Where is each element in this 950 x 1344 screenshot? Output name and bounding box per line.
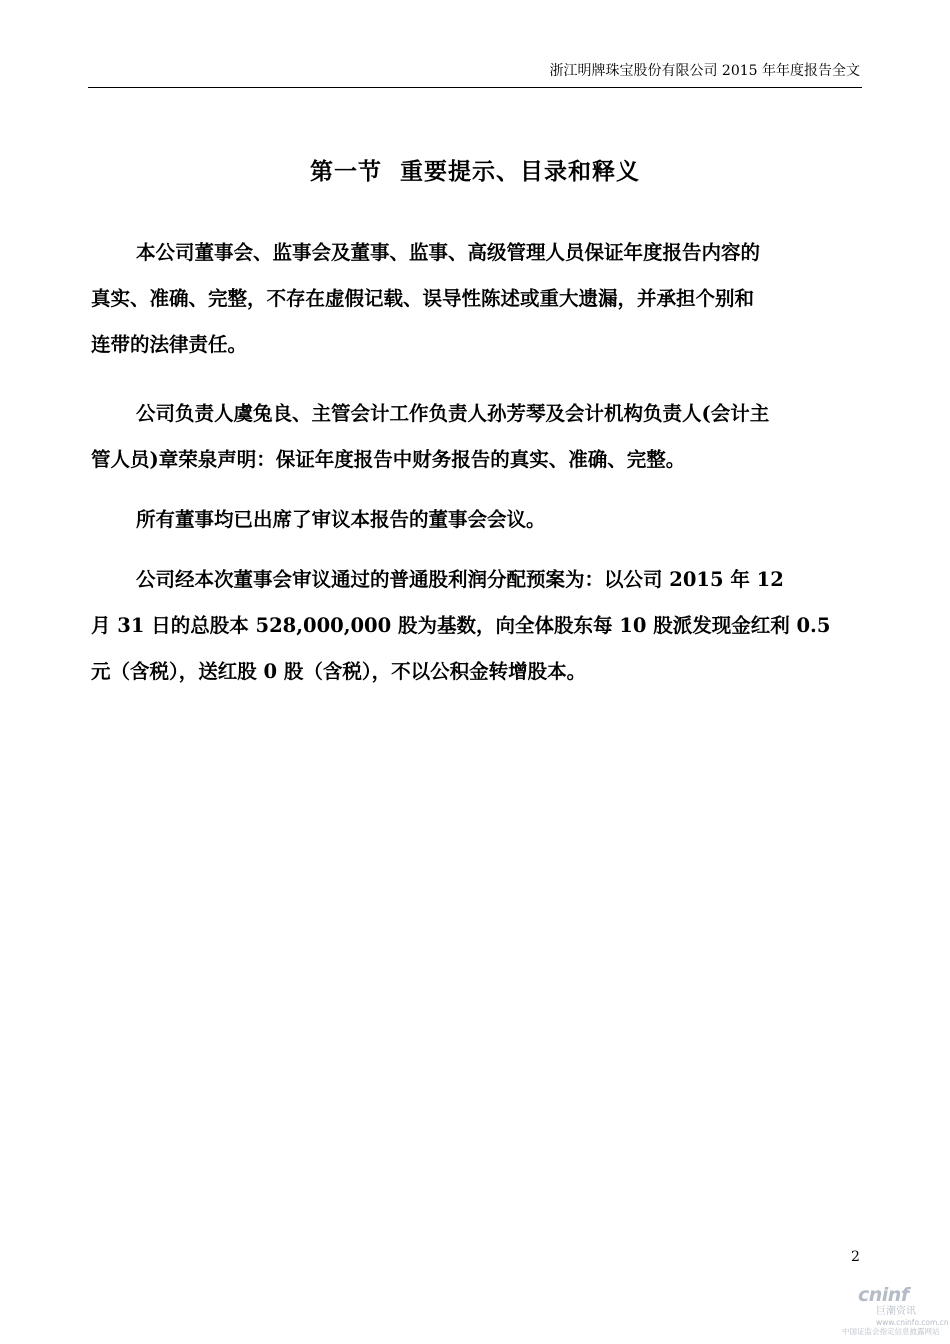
cninfo-watermark bbox=[842, 1284, 949, 1340]
page-number: 2 bbox=[851, 1249, 860, 1265]
section-title: 第一节 重要提示、目录和释义 bbox=[309, 158, 640, 185]
paragraph-dividend-plan bbox=[91, 557, 861, 695]
cninfo-logo: cninf bbox=[858, 1284, 909, 1306]
paragraph-line: 本公司董事会、监事会及董事、监事、高级管理人员保证年度报告内容的 bbox=[136, 241, 761, 264]
paragraph-line: 连带的法律责任。 bbox=[91, 333, 248, 356]
paragraph-line: 元（含税），送红股 0 股（含税），不以公积金转增股本。 bbox=[91, 660, 587, 683]
paragraph-officers-declaration bbox=[91, 391, 861, 483]
paragraph-line: 月 31 日的总股本 528,000,000 股为基数，向全体股东每 10 股派发现金红利 0.5 bbox=[91, 614, 831, 637]
paragraph-line: 管人员)章荣泉声明：保证年度报告中财务报告的真实、准确、完整。 bbox=[91, 448, 686, 471]
paragraph-board-attendance bbox=[91, 497, 861, 543]
running-header: 浙江明牌珠宝股份有限公司 2015 年年度报告全文 bbox=[549, 63, 860, 79]
header-rule bbox=[88, 87, 862, 88]
watermark-url: www.cninfo.com.cn bbox=[876, 1318, 949, 1327]
paragraph-line: 公司负责人虞兔良、主管会计工作负责人孙芳琴及会计机构负责人(会计主 bbox=[136, 402, 770, 425]
watermark-cn-name: 巨潮资讯 bbox=[876, 1306, 916, 1317]
paragraph-line: 真实、准确、完整，不存在虚假记载、误导性陈述或重大遗漏，并承担个别和 bbox=[91, 287, 755, 310]
paragraph-line: 公司经本次董事会审议通过的普通股利润分配预案为：以公司 2015 年 12 bbox=[136, 568, 784, 591]
paragraph-line: 所有董事均已出席了审议本报告的董事会会议。 bbox=[136, 508, 546, 531]
watermark-footer: 中国证监会指定信息披露网站 bbox=[842, 1327, 940, 1336]
paragraph-responsibility-statement bbox=[91, 230, 861, 368]
